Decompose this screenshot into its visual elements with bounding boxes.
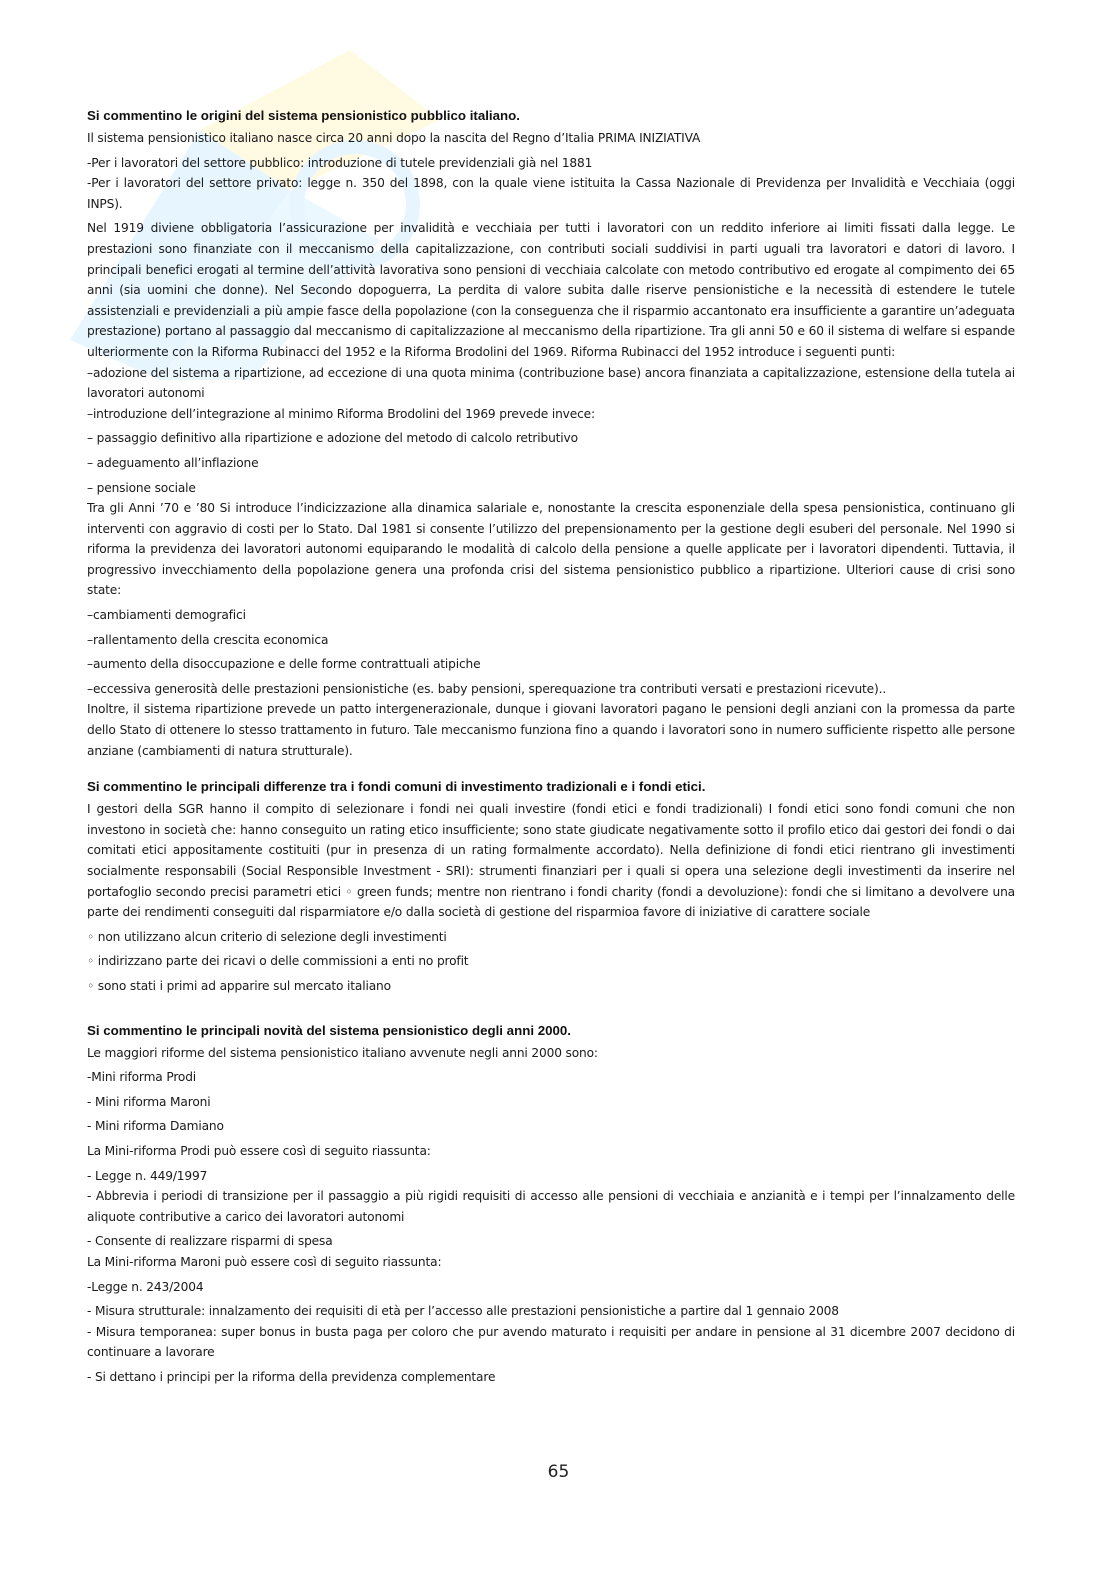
paragraph-line: La Mini-riforma Prodi può essere così di seguito riassunta: <box>87 1143 431 1158</box>
list-item: –eccessiva generosità delle prestazioni pensionistiche (es. baby pensioni, sperequazione tra contributi versati e prestazioni ricevute).. <box>87 681 887 696</box>
list-item: – adeguamento all’inflazione <box>87 455 259 470</box>
list-item: -Legge n. 243/2004 <box>87 1279 204 1294</box>
section-heading: Si commentino le origini del sistema pensionistico pubblico italiano. <box>87 108 520 123</box>
list-item: – pensione sociale <box>87 480 196 495</box>
section-fondi-etici <box>87 777 1015 996</box>
section-heading: Si commentino le principali novità del sistema pensionistico degli anni 2000. <box>87 1022 571 1038</box>
list-item: –aumento della disoccupazione e delle forme contrattuali atipiche <box>87 657 481 672</box>
list-item: - Misura temporanea: super bonus in busta paga per coloro che pur avendo maturato i requisiti per andare in pensione al 31 dicembre 2007 decidono di continuare a lavorare <box>87 1324 1015 1360</box>
paragraph-line: Le maggiori riforme del sistema pensionistico italiano avvenute negli anni 2000 sono: <box>87 1045 598 1060</box>
page-number: 65 <box>547 1462 570 1482</box>
list-item: - Consente di realizzare risparmi di spesa <box>87 1234 333 1249</box>
paragraph-line: -Per i lavoratori del settore pubblico: introduzione di tutele previdenziali già nel 1881 <box>87 155 593 170</box>
list-item: - Misura strutturale: innalzamento dei requisiti di età per l’accesso alle prestazioni pensionistiche a partire dal 1 gennaio 2008 <box>87 1304 839 1319</box>
list-item: - Legge n. 449/1997 <box>87 1168 208 1183</box>
list-item: ◦ indirizzano parte dei ricavi o delle commissioni a enti no profit <box>87 954 469 969</box>
paragraph-line: Nel 1919 diviene obbligatoria l’assicurazione per invalidità e vecchiaia per tutti i lavoratori con un reddito inferiore ai limiti fissati dalla legge. Le prestazioni sono finanziate con il meccanismo della capitalizzazione, con contributi sociali suddivisi in parti uguali tra lavoratori e datori di lavoro. I principali benefici erogati al termine dell’attività lavorativa sono pensioni di vecchiaia calcolate con metodo contributivo ed erogate al compimento dei 65 anni (sia uomini che donne). Nel Secondo dopoguerra, La perdita di valore subita dalle riserve pensionistiche e la necessità di estendere le tutele assistenziali e previdenziali a più ampie fasce della popolazione (con la conseguenza che il risparmio accantonato era insufficiente a garantire un’adeguata prestazione) portano al passaggio dal meccanismo di capitalizzazione al meccanismo della ripartizione. Tra gli anni 50 e 60 il sistema di welfare si espande ulteriormente con la Riforma Rubinacci del 1952 e la Riforma Brodolini del 1969. Riforma Rubinacci del 1952 introduce i seguenti punti: <box>87 221 1015 359</box>
list-item: ◦ sono stati i primi ad apparire sul mercato italiano <box>87 978 391 993</box>
paragraph-line: -Per i lavoratori del settore privato: legge n. 350 del 1898, con la quale viene istituita la Cassa Nazionale di Previdenza per Invalidità e Vecchiaia (oggi INPS). <box>87 176 1015 211</box>
list-item: - Abbrevia i periodi di transizione per il passaggio a più rigidi requisiti di accesso alle pensioni di vecchiaia e anzianità e i tempi per l’innalzamento delle aliquote contributive a carico dei lavoratori autonomi <box>87 1189 1015 1224</box>
list-item: - Mini riforma Damiano <box>87 1119 224 1134</box>
section-novita-2000 <box>87 1021 1015 1388</box>
paragraph-line: Il sistema pensionistico italiano nasce circa 20 anni dopo la nascita del Regno d’Italia PRIMA INIZIATIVA <box>87 131 701 145</box>
list-item: –introduzione dell’integrazione al minimo Riforma Brodolini del 1969 prevede invece: <box>87 406 595 421</box>
list-item: – passaggio definitivo alla ripartizione e adozione del metodo di calcolo retributivo <box>87 431 578 446</box>
list-item: -Mini riforma Prodi <box>87 1070 197 1085</box>
list-item: - Si dettano i principi per la riforma della previdenza complementare <box>87 1369 496 1384</box>
section-heading: Si commentino le principali differenze tra i fondi comuni di investimento tradizionali e i fondi etici. <box>87 779 706 795</box>
paragraph-line: Inoltre, il sistema ripartizione prevede un patto intergenerazionale, dunque i giovani lavoratori pagano le pensioni degli anziani con la promessa da parte dello Stato di ottenere lo stesso trattamento in futuro. Tale meccanismo funziona fino a quando i lavoratori sono in numero sufficiente rispetto alle persone anziane (cambiamenti di natura strutturale). <box>87 702 1015 758</box>
list-item: –rallentamento della crescita economica <box>87 632 329 647</box>
list-item: ◦ non utilizzano alcun criterio di selezione degli investimenti <box>87 929 447 944</box>
paragraph-line: Tra gli Anni ’70 e ’80 Si introduce l’indicizzazione alla dinamica salariale e, nonostante la crescita esponenziale della spesa pensionistica, continuano gli interventi con aggravio di costi per lo Stato. Dal 1981 si consente l’utilizzo del prepensionamento per la gestione degli esuberi del personale. Nel 1990 si riforma la previdenza dei lavoratori autonomi equiparando le modalità di calcolo della pensione a quelle applicate per i lavoratori dipendenti. Tuttavia, il progressivo invecchiamento della popolazione genera una profonda crisi del sistema pensionistico pubblico a ripartizione. Ulteriori cause di crisi sono state: <box>87 501 1015 598</box>
list-item: –cambiamenti demografici <box>87 608 246 623</box>
list-item: - Mini riforma Maroni <box>87 1094 211 1109</box>
paragraph-line: La Mini-riforma Maroni può essere così di seguito riassunta: <box>87 1254 442 1269</box>
section-origini <box>87 106 1015 761</box>
paragraph-line: I gestori della SGR hanno il compito di selezionare i fondi nei quali investire (fondi etici e fondi tradizionali) I fondi etici sono fondi comuni che non investono in società che: hanno conseguito un rating etico insufficiente; sono state giudicate negativamente sotto il profilo etico dai gestori dei fondi o dai comitati etici appositamente costituiti (pur in presenza di un rating formalmente accordato). Nella definizione di fondi etici rientrano gli investimenti socialmente responsabili (Social Responsible Investment - SRI): strumenti finanziari per i quali si opera una selezione degli investimenti da inserire nel portafoglio secondo precisi parametri etici ◦ green funds; mentre non rientrano i fondi charity (fondi a devoluzione): fondi che si limitano a devolvere una parte dei rendimenti conseguiti dal risparmiatore e/o dalla società di gestione del risparmioa favore di iniziative di carattere sociale <box>87 802 1015 920</box>
document-body <box>87 106 1015 1387</box>
list-item: –adozione del sistema a ripartizione, ad eccezione di una quota minima (contribuzione base) ancora finanziata a capitalizzazione, estensione della tutela ai lavoratori autonomi <box>87 365 1015 401</box>
